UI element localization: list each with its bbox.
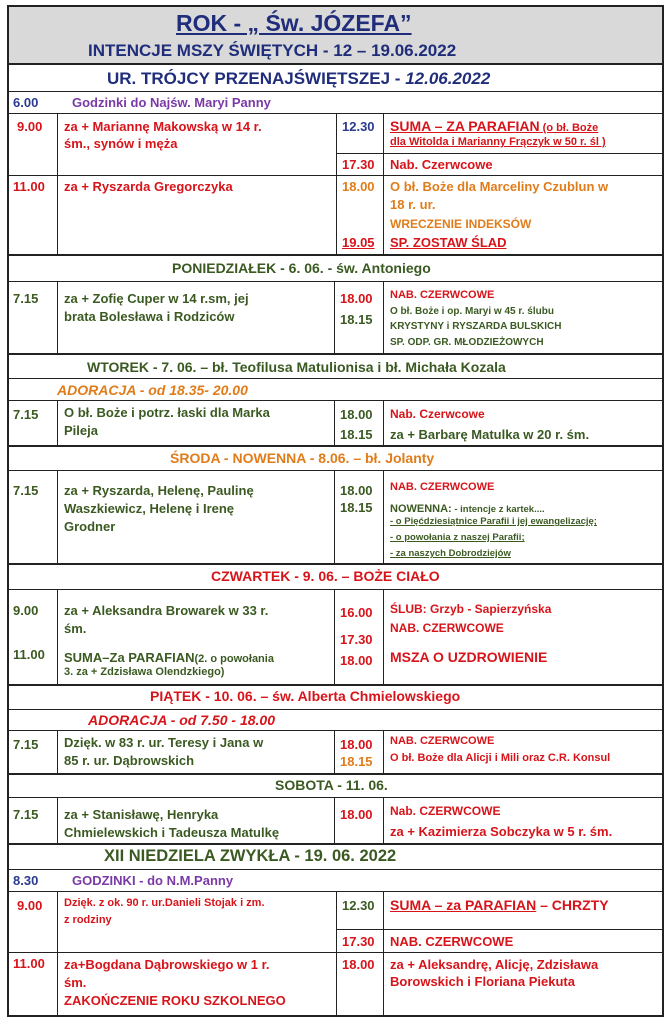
time-9-00: 9.00	[13, 603, 39, 618]
time-8-30: 8.30	[13, 873, 39, 888]
godzinki-text: Godzinki do Najśw. Maryi Panny	[72, 95, 271, 110]
intention-text: Borowskich i Floriana Piekuta	[390, 974, 575, 989]
nab-czerwcowe: NAB. CZERWCOWE	[390, 735, 495, 747]
nab-czerwcowe: Nab. Czerwcowe	[390, 157, 493, 172]
intention-text: Dzięk. z ok. 90 r. ur.Danieli Stojak i zm.	[64, 897, 265, 909]
intention-text: 18 r. ur.	[390, 197, 436, 212]
nab-czerwcowe: Nab. Czerwcowe	[390, 407, 485, 421]
intention-text: O bł. Boże dla Alicji i Mili oraz C.R. Konsul	[390, 752, 611, 764]
suma-note: dla Witolda i Marianny Frączyk w 50 r. śl )	[390, 136, 606, 148]
time-19-05: 19.05	[342, 235, 375, 250]
intention-text: KRYSTYNY i RYSZARDA BULSKICH	[390, 321, 562, 332]
intention-text: Pileja	[64, 423, 98, 438]
time-7-15: 7.15	[13, 291, 39, 306]
nowenna-text: NOWENNA: - intencje z kartek....	[390, 503, 545, 515]
intention-text: O bł. Boże dla Marceliny Czublun w	[390, 179, 609, 194]
time-7-15: 7.15	[13, 407, 39, 422]
intention-text: Waszkiewicz, Helenę i Irenę	[64, 501, 235, 516]
intention-text: za + Ryszarda Gregorczyka	[64, 179, 233, 194]
intention-text: śm., synów i męża	[64, 136, 178, 151]
suma-text: SUMA – ZA PARAFIAN (o bł. Boże	[390, 118, 599, 134]
intention-text: SP. ODP. GR. MŁODZIEŻOWYCH	[390, 337, 544, 348]
intention-text: za + Aleksandrę, Alicję, Zdzisława	[390, 957, 599, 972]
section-title-tuesday: WTOREK - 7. 06. – bł. Teofilusa Matulionisa i bł. Michała Kozala	[87, 359, 506, 375]
intention-text: brata Bolesława i Rodziców	[64, 309, 235, 324]
nab-czerwcowe: NAB. CZERWCOWE	[390, 934, 514, 949]
time-17-30: 17.30	[342, 934, 375, 949]
intention-text: za + Kazimierza Sobczyka w 5 r. śm.	[390, 824, 613, 839]
nab-czerwcowe: NAB. CZERWCOWE	[390, 481, 495, 493]
time-7-15: 7.15	[13, 807, 39, 822]
intention-text: Grodner	[64, 519, 116, 534]
time-18-00: 18.00	[340, 407, 373, 422]
intention-text: za + Ryszarda, Helenę, Paulinę	[64, 483, 254, 498]
slub-text: ŚLUB: Grzyb - Sapierzyńska	[390, 602, 552, 616]
page-subtitle: INTENCJE MSZY ŚWIĘTYCH - 12 – 19.06.2022	[88, 41, 457, 60]
nowenna-intention: - o Pięćdziesiątnice Parafii i jej ewangelizację;	[390, 516, 597, 527]
nab-czerwcowe: NAB. CZERWCOWE	[390, 621, 504, 635]
time-18-00: 18.00	[342, 957, 375, 972]
intention-text: śm.	[64, 621, 87, 636]
indeksy-text: WRECZENIE INDEKSÓW	[390, 217, 532, 231]
suma-text: SUMA–Za PARAFIAN(2. o powołania	[64, 650, 274, 665]
section-title-sunday-2: XII NIEDZIELA ZWYKŁA - 19. 06. 2022	[104, 847, 397, 865]
time-6-00: 6.00	[13, 95, 39, 110]
time-16-00: 16.00	[340, 605, 373, 620]
section-title-monday: PONIEDZIAŁEK - 6. 06. - św. Antoniego	[172, 260, 431, 276]
time-18-00: 18.00	[340, 737, 373, 752]
zostaw-slad-text: SP. ZOSTAW ŚLAD	[390, 235, 507, 250]
intention-text: śm.	[64, 975, 87, 990]
nab-czerwcowe: NAB. CZERWCOWE	[390, 289, 495, 301]
time-17-30: 17.30	[340, 632, 373, 647]
section-title-saturday: SOBOTA - 11. 06.	[275, 777, 388, 793]
time-9-00: 9.00	[17, 119, 43, 134]
nowenna-intention: - za naszych Dobrodziejów	[390, 548, 511, 559]
intention-text: za + Aleksandra Browarek w 33 r.	[64, 603, 269, 618]
time-18-15: 18.15	[340, 500, 373, 515]
time-18-00: 18.00	[342, 179, 375, 194]
section-title-wednesday: ŚRODA - NOWENNA - 8.06. – bł. Jolanty	[170, 450, 435, 466]
intention-text: za + Stanisławę, Henryka	[64, 807, 219, 822]
suma-note: 3. za + Zdzisława Olendzkiego)	[64, 666, 225, 678]
time-7-15: 7.15	[13, 737, 39, 752]
nab-czerwcowe: Nab. CZERWCOWE	[390, 804, 501, 818]
time-12-30: 12.30	[342, 119, 375, 134]
intention-text: z rodziny	[64, 914, 112, 926]
zakonczenie-roku-text: ZAKOŃCZENIE ROKU SZKOLNEGO	[64, 993, 286, 1008]
time-18-15: 18.15	[340, 312, 373, 327]
time-7-15: 7.15	[13, 483, 39, 498]
intention-text: O bł. Boże i op. Maryi w 45 r. ślubu	[390, 306, 554, 317]
intention-text: za + Zofię Cuper w 14 r.sm, jej	[64, 291, 249, 306]
time-17-30: 17.30	[342, 157, 375, 172]
time-18-00: 18.00	[340, 807, 373, 822]
adoracja-text: ADORACJA - od 7.50 - 18.00	[88, 712, 275, 728]
time-12-30: 12.30	[342, 898, 375, 913]
time-11-00: 11.00	[13, 956, 45, 971]
intention-text: O bł. Boże i potrz. łaski dla Marka	[64, 405, 270, 420]
time-11-00: 11.00	[13, 179, 45, 194]
intention-text: za+Bogdana Dąbrowskiego w 1 r.	[64, 957, 270, 972]
adoracja-text: ADORACJA - od 18.35- 20.00	[57, 382, 248, 398]
time-18-00: 18.00	[340, 653, 373, 668]
time-18-00: 18.00	[340, 291, 373, 306]
godzinki-text: GODZINKI - do N.M.Panny	[72, 873, 234, 888]
time-18-00: 18.00	[340, 483, 373, 498]
section-title-sunday-1: UR. TRÓJCY PRZENAJŚWIĘTSZEJ - 12.06.2022	[107, 69, 491, 88]
section-title-friday: PIĄTEK - 10. 06. – św. Alberta Chmielowskiego	[150, 688, 461, 704]
time-11-00: 11.00	[13, 647, 45, 662]
nowenna-intention: - o powołania z naszej Parafii;	[390, 532, 525, 543]
time-18-15: 18.15	[340, 754, 373, 769]
time-18-15: 18.15	[340, 427, 373, 442]
page-title: ROK - „ Św. JÓZEFA”	[176, 10, 412, 36]
suma-text: SUMA – za PARAFIAN – CHRZTY	[390, 897, 609, 913]
intention-text: Dzięk. w 83 r. ur. Teresy i Jana w	[64, 735, 264, 750]
intention-text: za + Mariannę Makowską w 14 r.	[64, 119, 262, 134]
intention-text: za + Barbarę Matulka w 20 r. śm.	[390, 427, 590, 442]
section-title-thursday: CZWARTEK - 9. 06. – BOŻE CIAŁO	[211, 568, 440, 584]
intention-text: Chmielewskich i Tadeusza Matulkę	[64, 825, 280, 840]
time-9-00: 9.00	[17, 898, 43, 913]
intention-text: 85 r. ur. Dąbrowskich	[64, 753, 195, 768]
msza-uzdrowienie: MSZA O UZDROWIENIE	[390, 649, 548, 665]
